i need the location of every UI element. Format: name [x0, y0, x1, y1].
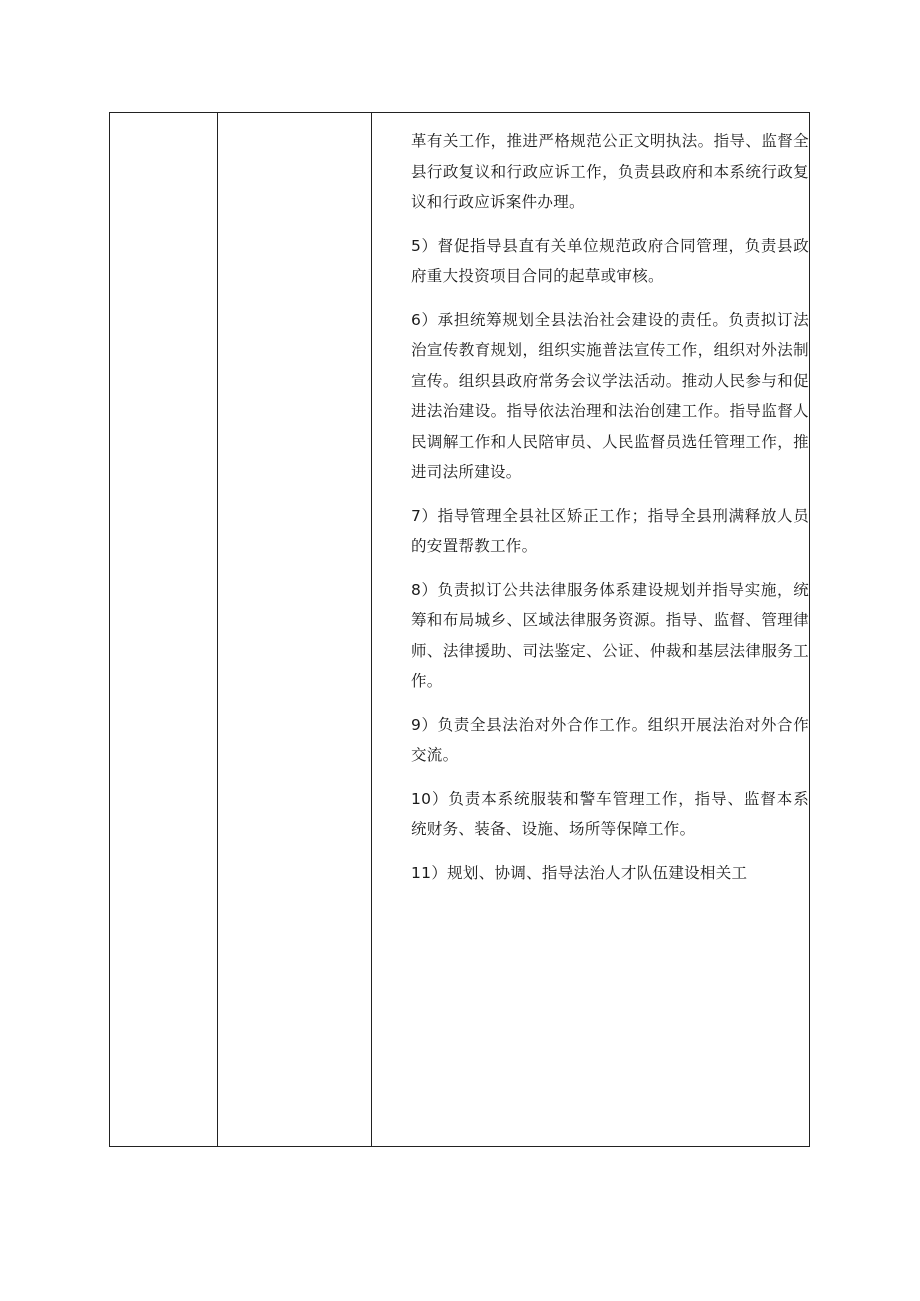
duty-paragraph-11: 11）规划、协调、指导法治人才队伍建设相关工: [411, 863, 748, 882]
table-cell-empty-second: [218, 113, 372, 1146]
duty-paragraph-5: 5）督促指导县直有关单位规范政府合同管理，负责县政府重大投资项目合同的起草或审核。: [411, 236, 809, 285]
duties-table: [109, 112, 810, 1147]
table-cell-duties: [372, 113, 809, 1146]
duty-paragraph-9: 9）负责全县法治对外合作工作。组织开展法治对外合作交流。: [411, 715, 809, 764]
table-cell-empty-first: [110, 113, 218, 1146]
duty-paragraph-6: 6）承担统筹规划全县法治社会建设的责任。负责拟订法治宣传教育规划，组织实施普法宣传工作，组织对外法制宣传。组织县政府常务会议学法活动。推动人民参与和促进法治建设。指导依法治理和法治创建工作。指导监督人民调解工作和人民陪审员、人民监督员选任管理工作，推进司法所建设。: [411, 310, 809, 481]
duty-paragraph-10: 10）负责本系统服装和警车管理工作，指导、监督本系统财务、装备、设施、场所等保障工作。: [411, 789, 809, 838]
duty-paragraph-7: 7）指导管理全县社区矫正工作；指导全县刑满释放人员的安置帮教工作。: [411, 506, 809, 555]
duty-paragraph-8: 8）负责拟订公共法律服务体系建设规划并指导实施，统筹和布局城乡、区域法律服务资源。指导、监督、管理律师、法律援助、司法鉴定、公证、仲裁和基层法律服务工作。: [411, 580, 809, 690]
duty-paragraph-continued: 革有关工作，推进严格规范公正文明执法。指导、监督全县行政复议和行政应诉工作，负责县政府和本系统行政复议和行政应诉案件办理。: [411, 132, 809, 211]
